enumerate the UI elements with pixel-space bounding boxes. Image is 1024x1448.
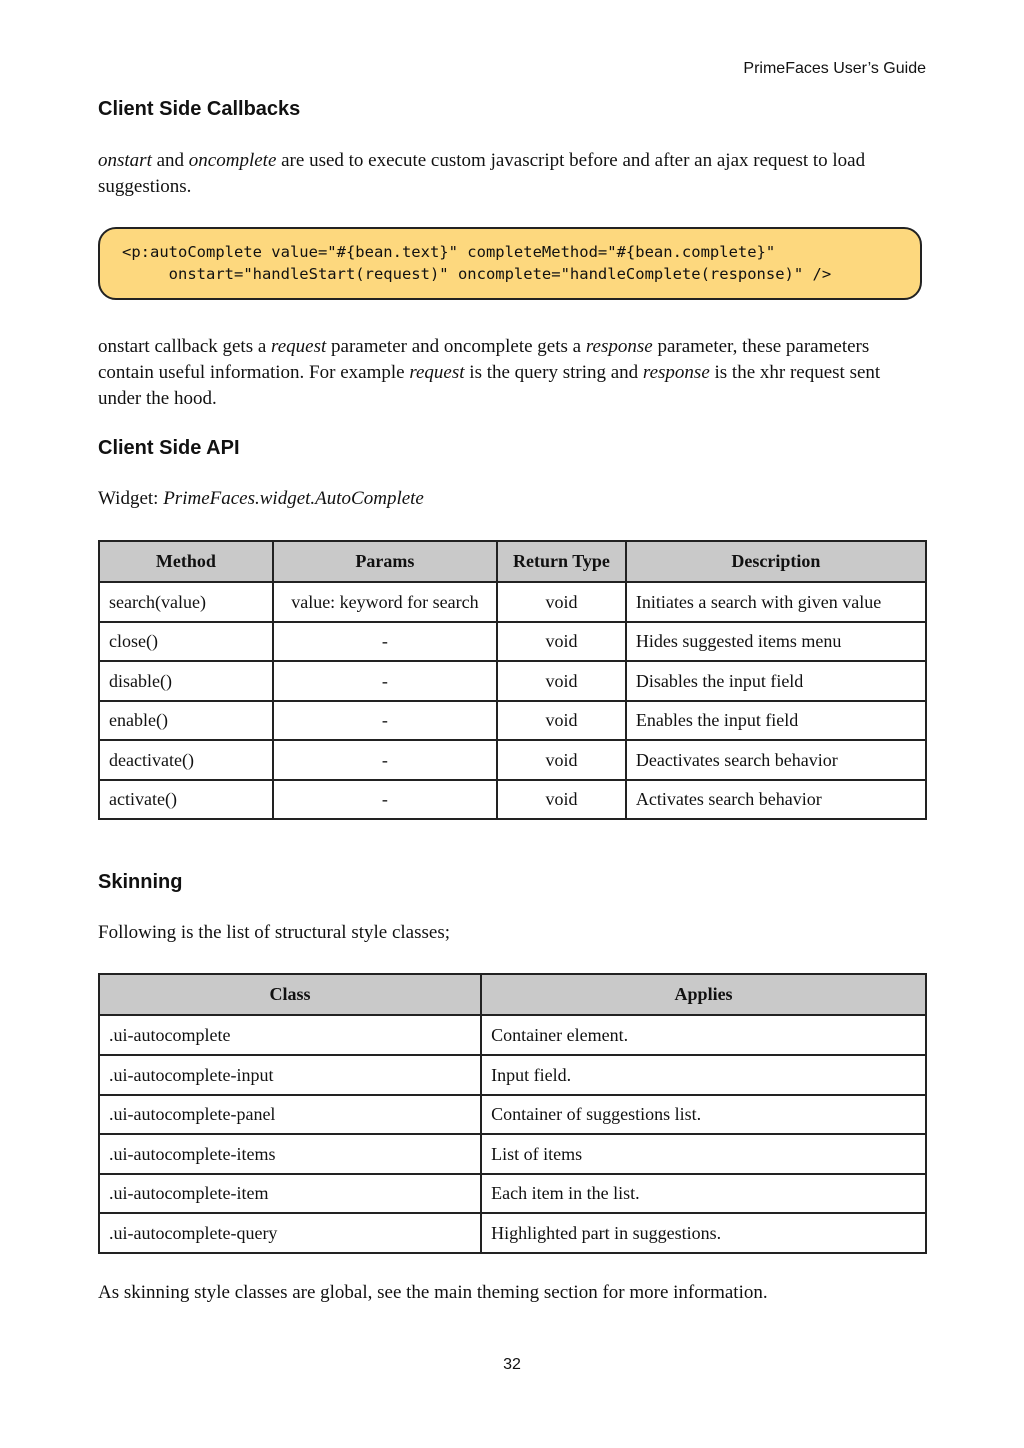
api-table-header [99,541,926,582]
header-cell: Return Type [497,541,626,582]
table-row [99,1095,926,1134]
em-request: request [271,336,327,357]
table-cell: - [273,622,497,661]
callbacks-intro [98,148,928,200]
table-cell: Disables the input field [626,661,926,701]
text: parameter and oncomplete gets a [326,336,586,357]
header-cell: Description [626,541,926,582]
page-header: PrimeFaces User’s Guide [743,60,926,77]
table-row [99,780,926,819]
table-cell: Hides suggested items menu [626,622,926,661]
table-cell: - [273,740,497,780]
table-cell: close() [99,622,273,661]
table-cell: Activates search behavior [626,780,926,819]
table-cell: value: keyword for search [273,582,497,622]
table-cell: - [273,780,497,819]
table-cell: void [497,701,626,740]
code-block: <p:autoComplete value="#{bean.text}" completeMethod="#{bean.complete}" onstart="handleStart(request)" oncomplete="handleComplete(response)" /> [98,227,922,300]
table-cell: void [497,622,626,661]
em-request: request [409,362,465,383]
header-cell: Params [273,541,497,582]
table-row [99,701,926,740]
text: and [151,150,189,171]
table-cell: activate() [99,780,273,819]
header-cell: Applies [481,974,926,1015]
section-title-api: Client Side API [98,437,240,459]
table-cell: .ui-autocomplete-panel [99,1095,481,1134]
table-cell: List of items [481,1134,926,1174]
text: is the query string and [464,362,643,383]
page-number: 32 [503,1356,521,1373]
table-row [99,1055,926,1095]
text: parameter, these parameters contain useful information. For example [98,336,870,383]
table-row [99,661,926,701]
header-cell: Class [99,974,481,1015]
table-cell: void [497,661,626,701]
skinning-table-header [99,974,926,1015]
em-oncomplete: oncomplete [188,150,277,171]
table-row [99,740,926,780]
api-table [98,540,927,820]
table-row [99,1174,926,1213]
table-row [99,622,926,661]
em-response: response [585,336,653,357]
widget-label: Widget: [98,488,164,509]
text: are used to execute custom javascript before and after an ajax request to load suggestions. [98,150,866,197]
table-cell: void [497,740,626,780]
table-cell: void [497,582,626,622]
table-row [99,1015,926,1055]
table-cell: Enables the input field [626,701,926,740]
table-cell: .ui-autocomplete-query [99,1213,481,1253]
em-response: response [642,362,710,383]
table-row [99,1213,926,1253]
widget-line [98,486,928,512]
table-cell: Deactivates search behavior [626,740,926,780]
widget-name: PrimeFaces.widget.AutoComplete [163,488,424,509]
table-cell: Each item in the list. [481,1174,926,1213]
table-cell: .ui-autocomplete [99,1015,481,1055]
table-cell: .ui-autocomplete-item [99,1174,481,1213]
skinning-table [98,973,927,1254]
table-cell: deactivate() [99,740,273,780]
table-cell: - [273,701,497,740]
table-cell: disable() [99,661,273,701]
table-row [99,1134,926,1174]
header-cell: Method [99,541,273,582]
table-cell: Container element. [481,1015,926,1055]
table-cell: Initiates a search with given value [626,582,926,622]
table-cell: - [273,661,497,701]
table-row [99,582,926,622]
text: onstart callback gets a [98,336,272,357]
table-cell: enable() [99,701,273,740]
table-cell: .ui-autocomplete-input [99,1055,481,1095]
section-title-skinning: Skinning [98,871,183,893]
text: is the xhr request sent under the hood. [98,362,881,409]
skinning-intro: Following is the list of structural style classes; [98,922,450,943]
section-title-callbacks: Client Side Callbacks [98,98,301,120]
table-cell: .ui-autocomplete-items [99,1134,481,1174]
table-cell: Highlighted part in suggestions. [481,1213,926,1253]
table-cell: Container of suggestions list. [481,1095,926,1134]
em-onstart: onstart [98,150,152,171]
callbacks-paragraph [98,334,928,412]
skinning-note: As skinning style classes are global, see the main theming section for more information. [98,1282,768,1303]
table-cell: void [497,780,626,819]
table-cell: Input field. [481,1055,926,1095]
table-cell: search(value) [99,582,273,622]
